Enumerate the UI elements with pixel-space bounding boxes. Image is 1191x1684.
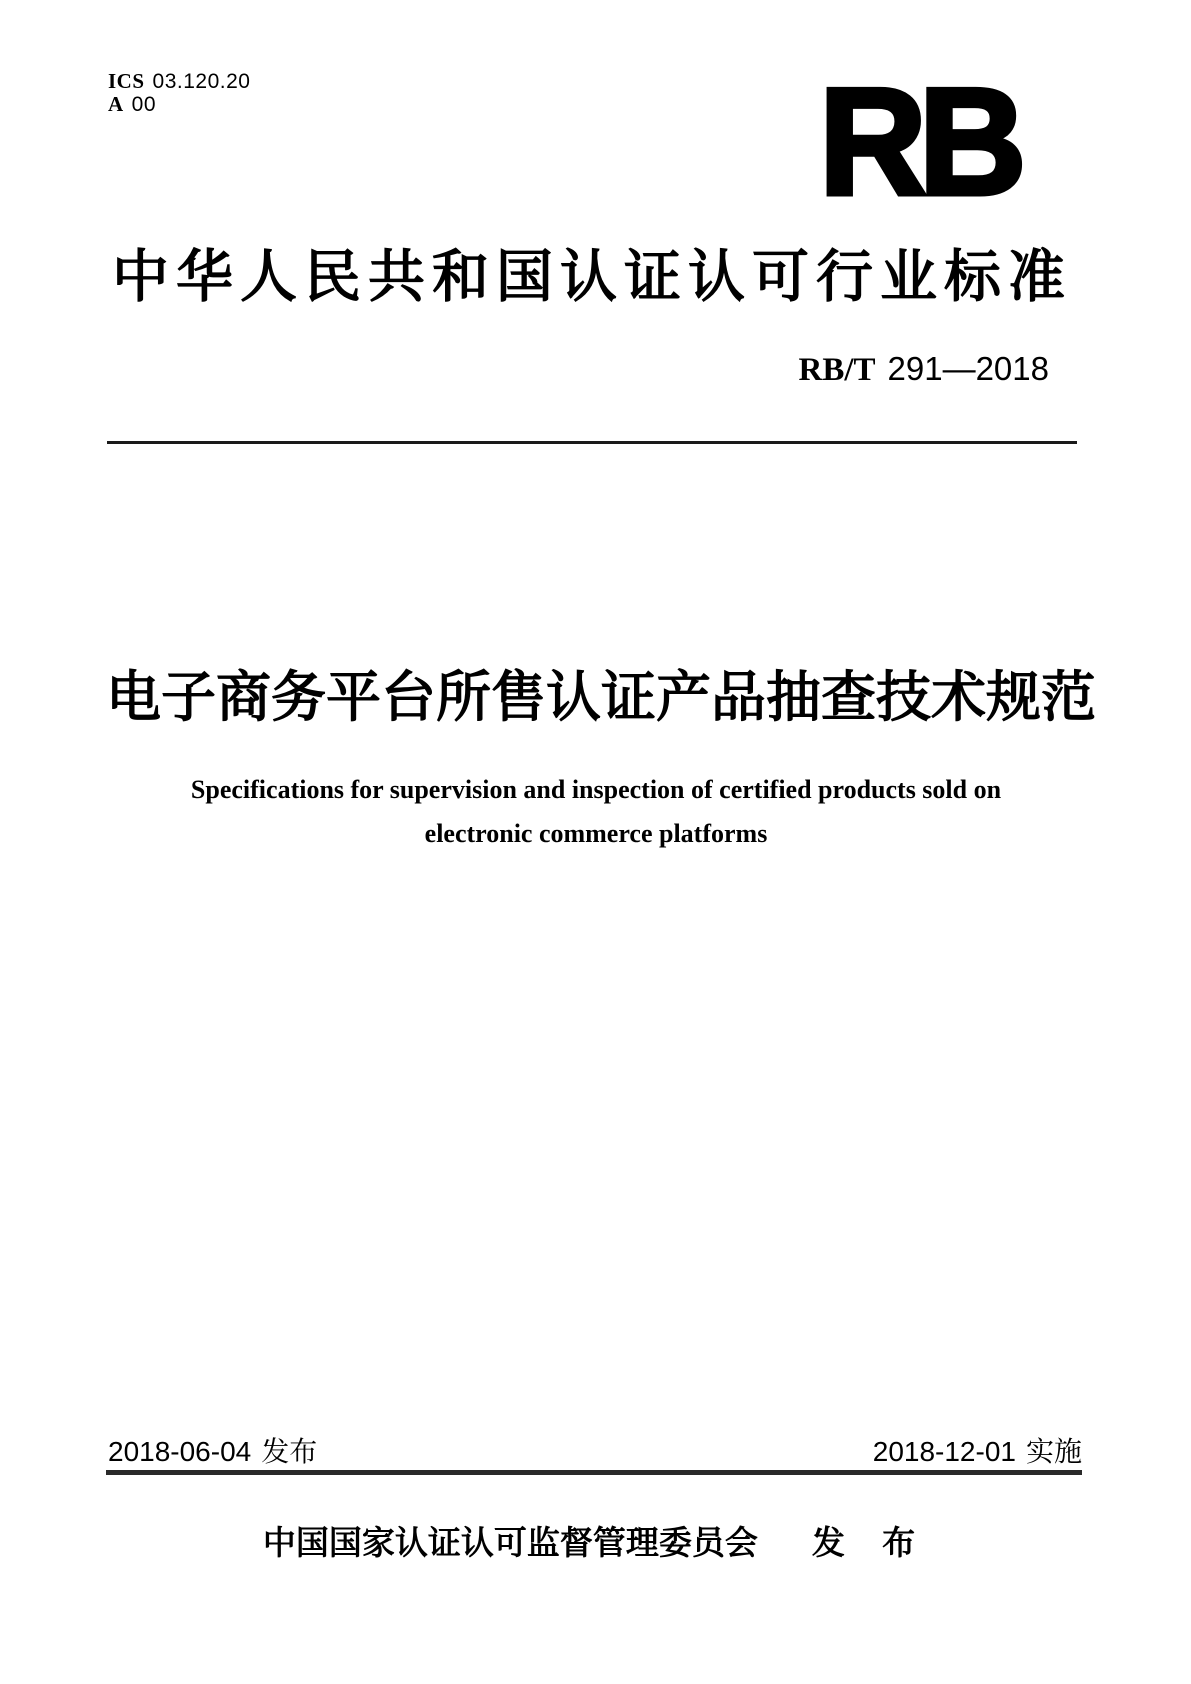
issuer-action-label: 发 布 <box>811 1524 930 1561</box>
standard-number-value: 291—2018 <box>887 350 1049 387</box>
standard-number <box>798 351 1049 388</box>
document-title-en <box>106 768 1086 856</box>
rb-logo: RB <box>819 57 1019 227</box>
ics-code: 03.120.20 <box>152 70 251 93</box>
ics-classification-block <box>108 70 250 116</box>
top-rule-divider <box>107 441 1077 444</box>
issuer-row <box>106 1524 1086 1562</box>
class-code: 00 <box>131 93 157 116</box>
ics-code-line <box>108 70 250 93</box>
document-title-cn: 电子商务平台所售认证产品抽查技术规范 <box>106 666 1097 728</box>
dates-row <box>108 1436 1082 1468</box>
implementation-date: 2018-12-01 <box>872 1436 1016 1467</box>
ics-label: ICS <box>108 69 145 93</box>
issue-date: 2018-06-04 <box>108 1436 252 1467</box>
class-label: A <box>108 92 124 116</box>
issuing-authority: 中国国家认证认可监督管理委员会 <box>262 1524 758 1561</box>
issue-label: 发布 <box>261 1436 318 1467</box>
standard-category-title: 中华人民共和国认证认可行业标准 <box>112 245 1072 309</box>
implementation-date-line <box>873 1436 1082 1468</box>
document-title-en-line1: Specifications for supervision and inspection of certified products sold on <box>190 775 1002 804</box>
issue-date-line <box>108 1436 317 1468</box>
implementation-label: 实施 <box>1025 1436 1082 1467</box>
bottom-rule-divider <box>106 1470 1082 1475</box>
standard-number-prefix: RB/T <box>798 352 876 388</box>
class-code-line <box>108 93 250 116</box>
document-title-en-line2: electronic commerce platforms <box>424 819 768 848</box>
